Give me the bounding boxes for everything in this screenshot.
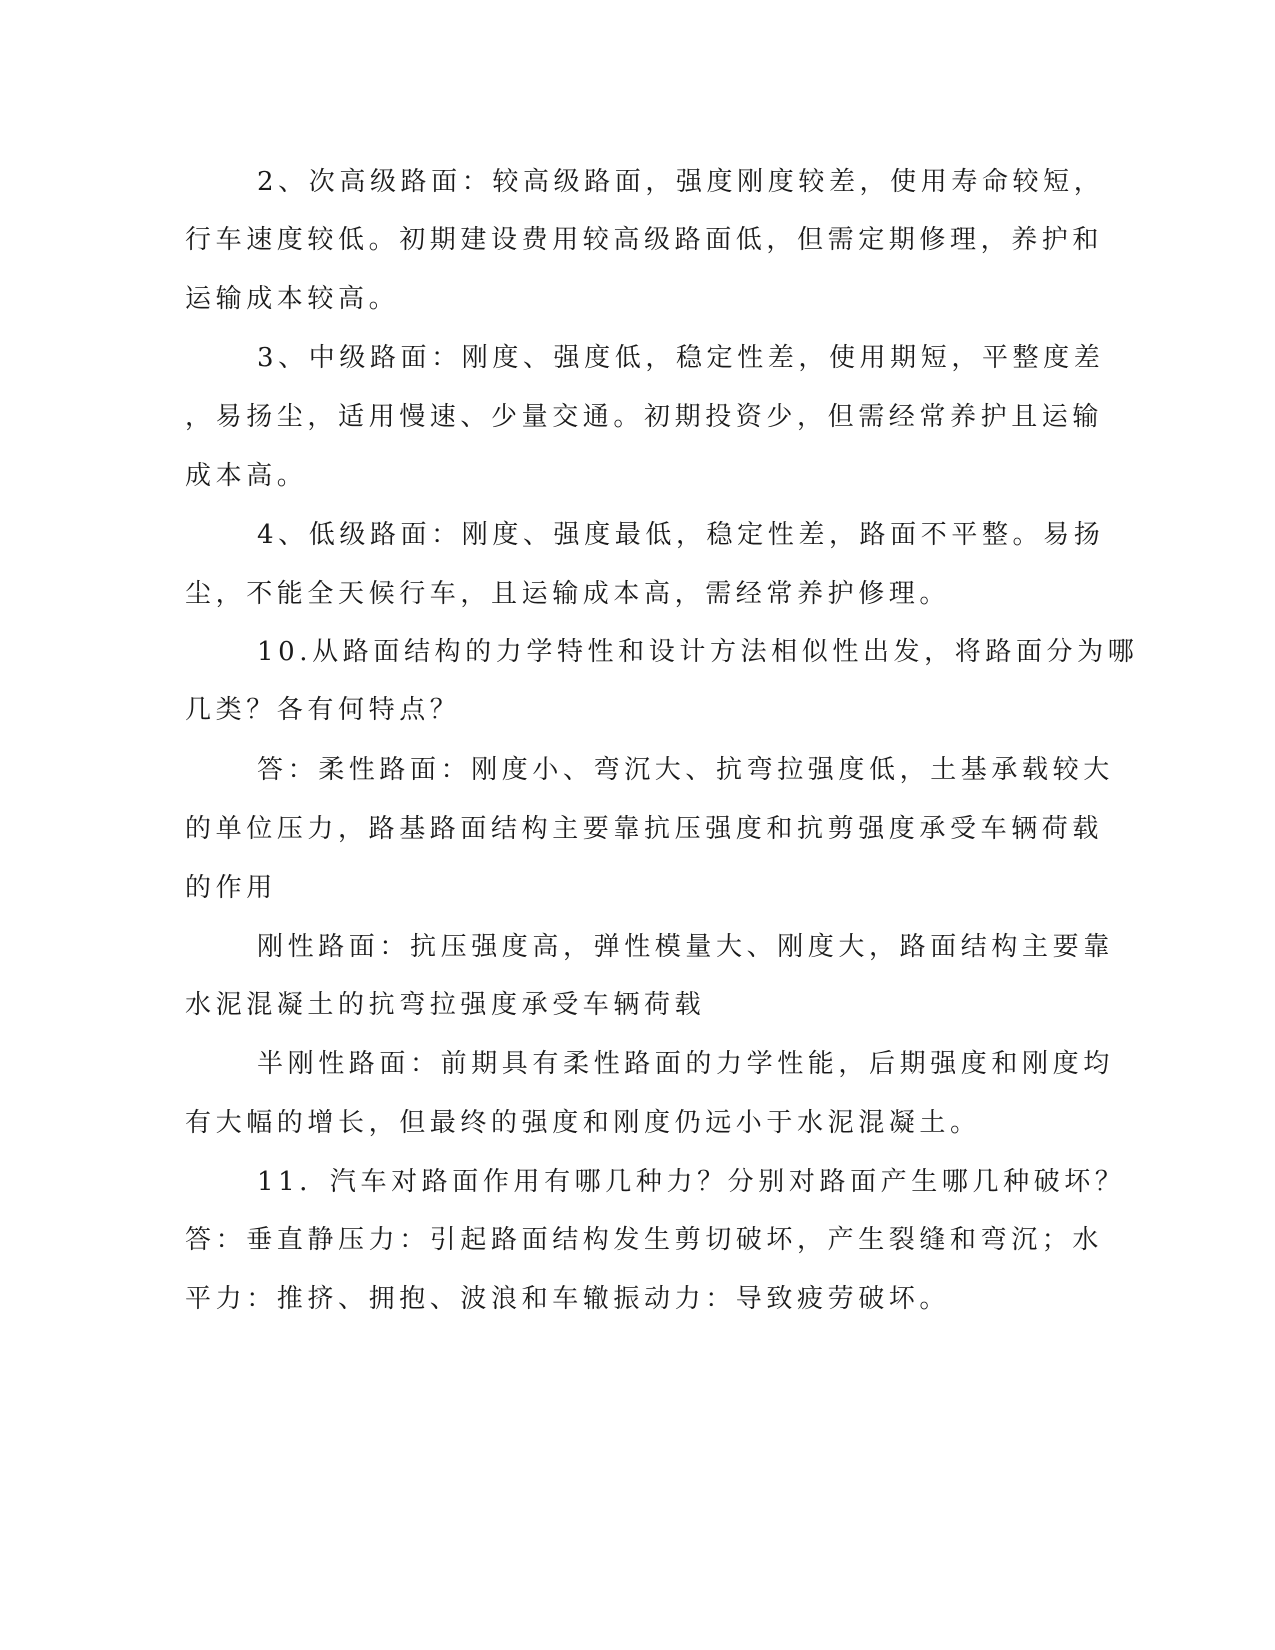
paragraph-line: ，易扬尘，适用慢速、少量交通。初期投资少，但需经常养护且运输 [185,402,1104,432]
paragraph-line: 4、低级路面：刚度、强度最低，稳定性差，路面不平整。易扬 [257,520,1105,550]
paragraph-line: 水泥混凝土的抗弯拉强度承受车辆荷载 [185,990,706,1020]
paragraph-line: 半刚性路面：前期具有柔性路面的力学性能，后期强度和刚度均 [257,1049,1114,1079]
question-heading: 几类？各有何特点？ [185,695,461,725]
paragraph-line: 有大幅的增长，但最终的强度和刚度仍远小于水泥混凝土。 [185,1108,981,1138]
paragraph-line: 行车速度较低。初期建设费用较高级路面低，但需定期修理，养护和 [185,225,1104,255]
paragraph-line: 运输成本较高。 [185,284,400,314]
paragraph-line: 的单位压力，路基路面结构主要靠抗压强度和抗剪强度承受车辆荷载 [185,814,1104,844]
paragraph-line: 尘，不能全天候行车，且运输成本高，需经常养护修理。 [185,579,951,609]
question-heading: 10.从路面结构的力学特性和设计方法相似性出发，将路面分为哪 [257,637,1139,667]
paragraph-line: 答：柔性路面：刚度小、弯沉大、抗弯拉强度低，土基承载较大 [257,755,1114,785]
paragraph-line: 的作用 [185,873,277,903]
paragraph-line: 答：垂直静压力：引起路面结构发生剪切破坏，产生裂缝和弯沉；水 [185,1225,1104,1255]
paragraph-line: 成本高。 [185,461,308,491]
question-heading: 11．汽车对路面作用有哪几种力？分别对路面产生哪几种破坏？ [257,1167,1126,1197]
paragraph-line: 3、中级路面：刚度、强度低，稳定性差，使用期短，平整度差 [257,343,1105,373]
paragraph-line: 平力：推挤、拥抱、波浪和车辙振动力：导致疲劳破坏。 [185,1284,951,1314]
paragraph-line: 刚性路面：抗压强度高，弹性模量大、刚度大，路面结构主要靠 [257,932,1114,962]
paragraph-line: 2、次高级路面：较高级路面，强度刚度较差，使用寿命较短， [257,167,1105,197]
